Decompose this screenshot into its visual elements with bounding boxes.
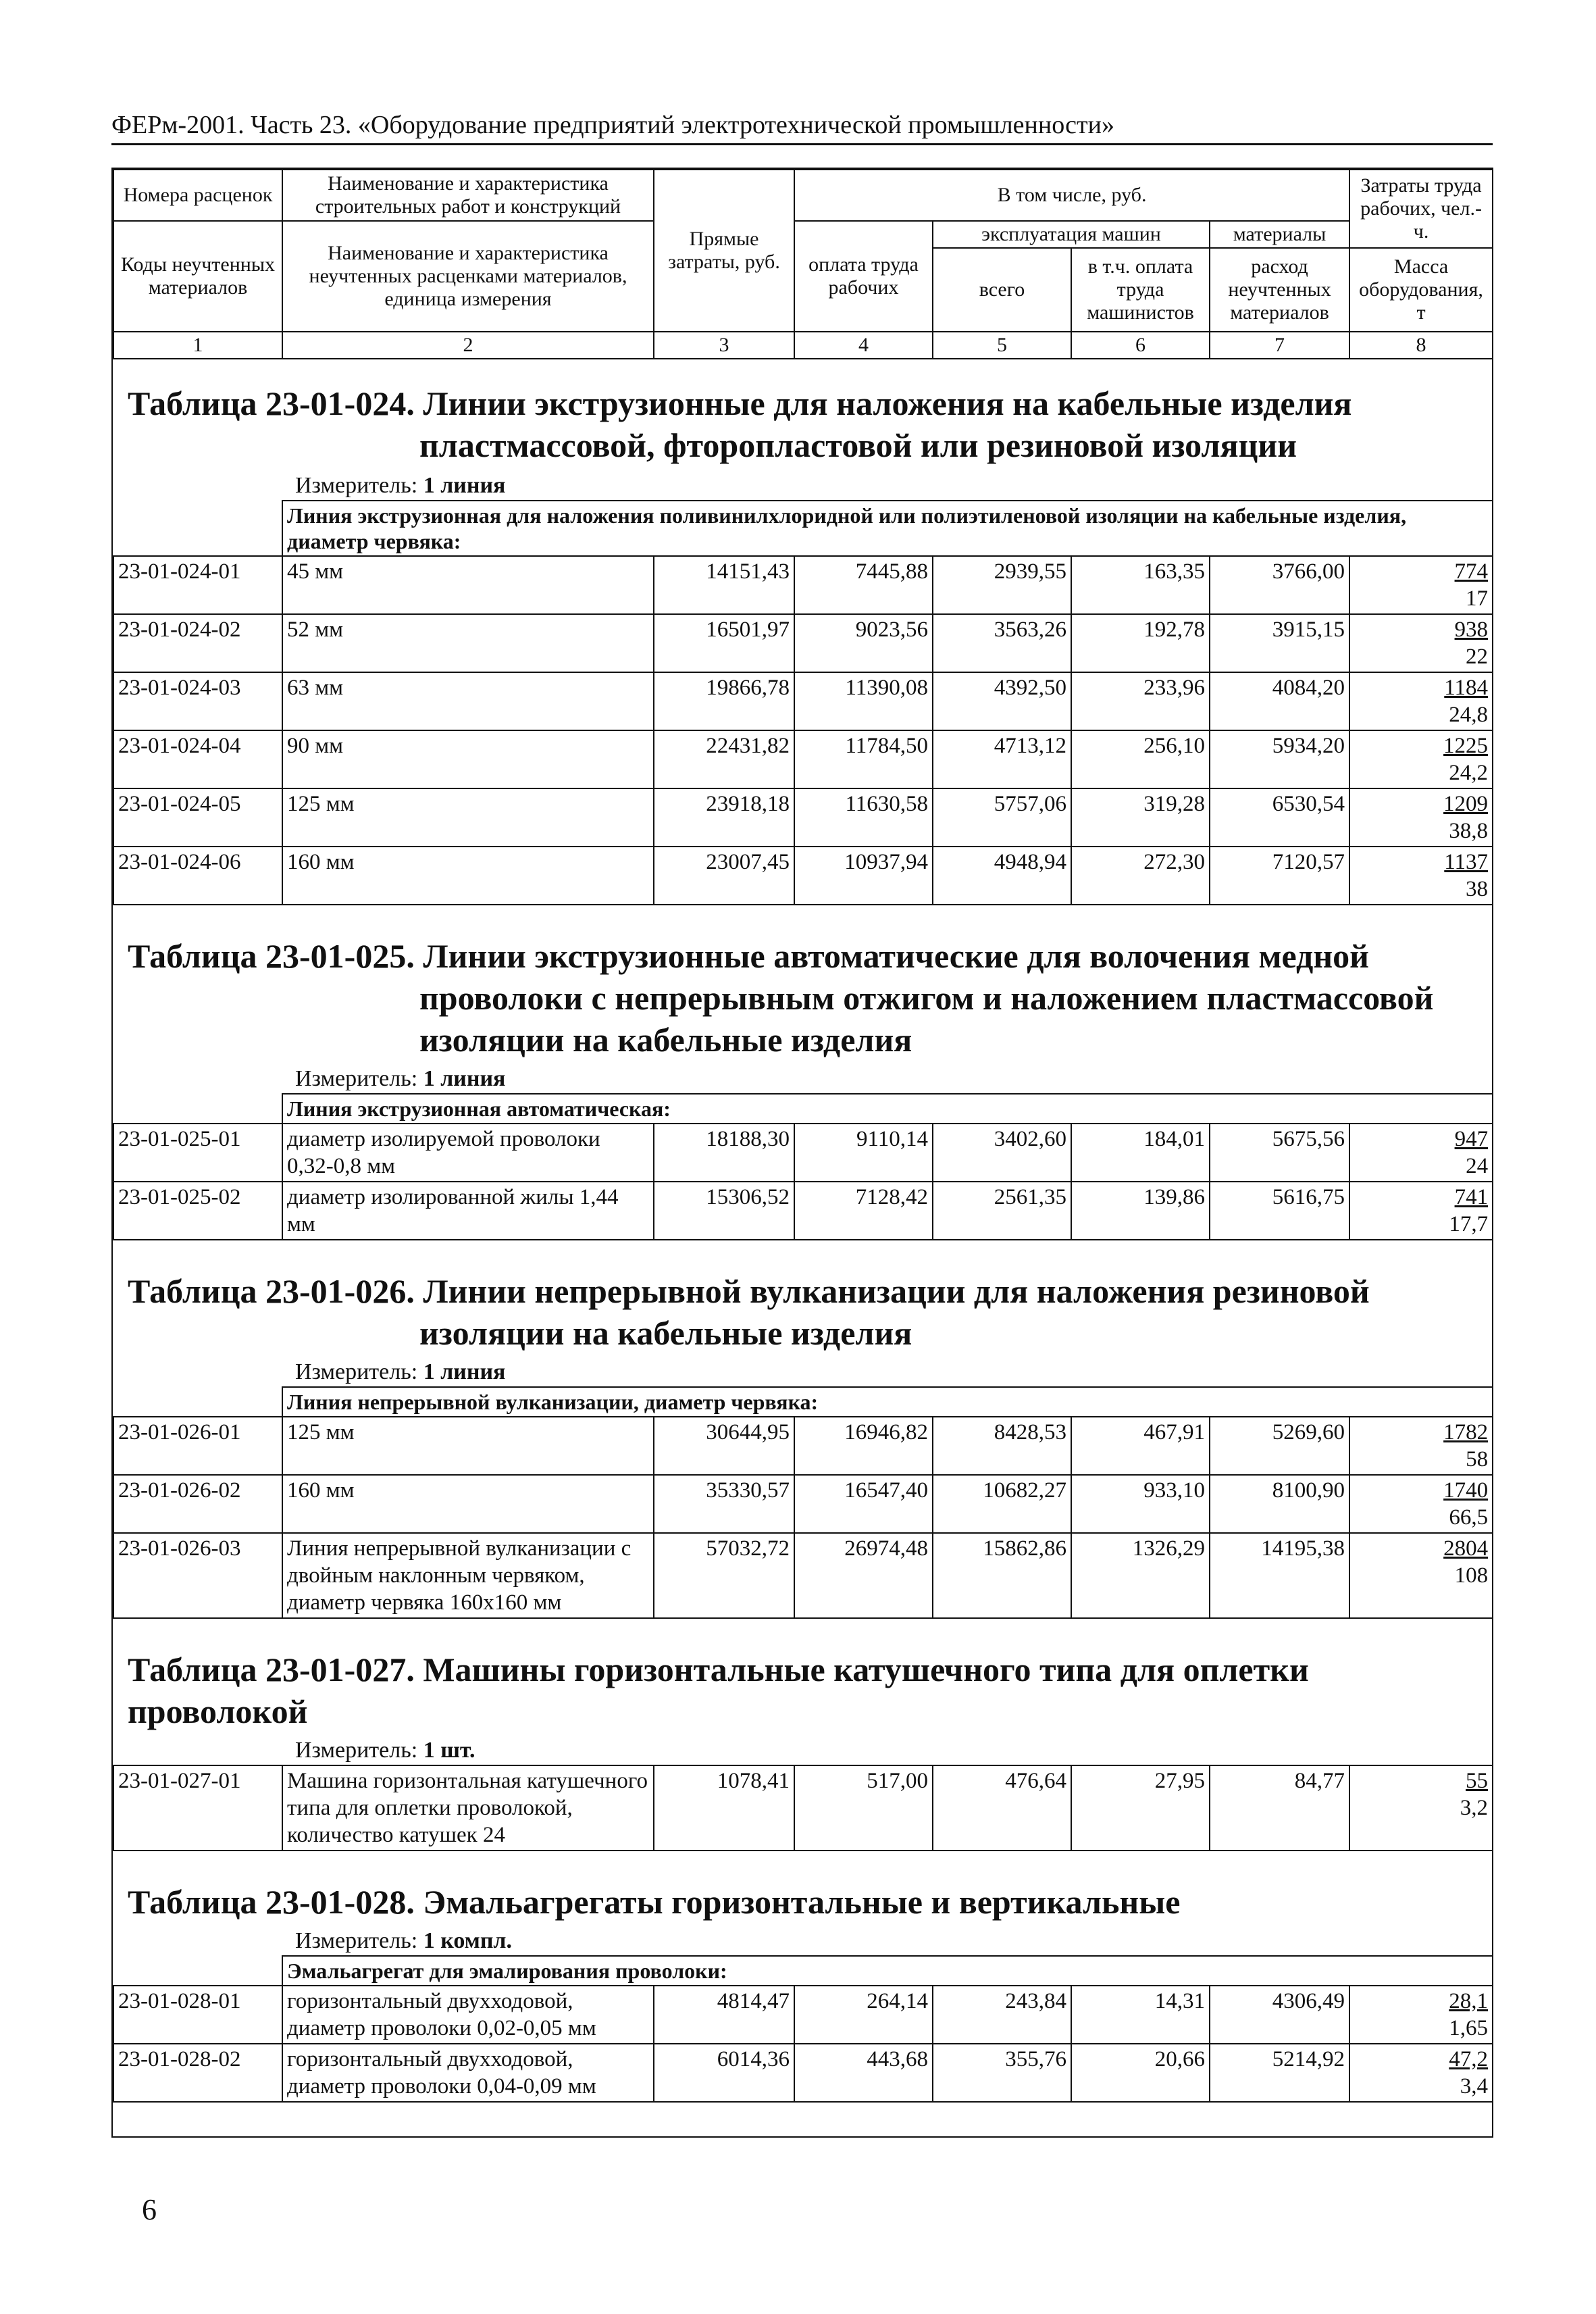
cell-num: 4814,47 [654, 1986, 794, 2044]
cell-num: 23007,45 [654, 847, 794, 905]
cell-num: 264,14 [794, 1986, 933, 2044]
column-header-table [113, 169, 1493, 359]
cell-code: 23-01-024-01 [113, 556, 282, 614]
cell-code: 23-01-026-03 [113, 1533, 282, 1618]
cell-code: 23-01-025-01 [113, 1124, 282, 1182]
cell-last [1349, 614, 1493, 672]
labor-cost-value: 1137 [1444, 850, 1489, 874]
cell-code: 23-01-024-02 [113, 614, 282, 672]
labor-cost-value: 774 [1454, 559, 1489, 584]
table-row [113, 847, 1493, 905]
cell-name: горизонтальный двухходовой, диаметр проволоки 0,04-0,09 мм [282, 2044, 654, 2102]
cell-last [1349, 788, 1493, 847]
measurer-value: 1 линия [423, 1359, 506, 1384]
cell-num: 355,76 [933, 2044, 1071, 2102]
cell-num: 9110,14 [794, 1124, 933, 1182]
table-025 [113, 1093, 1493, 1240]
cell-num: 11630,58 [794, 788, 933, 847]
cell-num: 20,66 [1071, 2044, 1210, 2102]
col5-header: всего [933, 248, 1071, 332]
col2-bottom: Наименование и характеристика неучтенных расценками материалов, единица измерения [282, 221, 654, 332]
col-number: 3 [654, 332, 794, 359]
cell-name: горизонтальный двухходовой, диаметр проволоки 0,02-0,05 мм [282, 1986, 654, 2044]
section-title: Таблица 23-01-026. Линии непрерывной вулканизации для наложения резиновой [128, 1272, 1370, 1310]
cell-num: 15862,86 [933, 1533, 1071, 1618]
labor-cost-value: 1225 [1443, 734, 1489, 758]
cell-num: 5616,75 [1210, 1182, 1349, 1240]
section-026 [113, 1240, 1492, 1386]
cell-num: 18188,30 [654, 1124, 794, 1182]
cell-code: 23-01-024-05 [113, 788, 282, 847]
equipment-mass-value: 58 [1466, 1447, 1489, 1472]
measurer-label: Измеритель: [295, 1928, 418, 1953]
section-025 [113, 905, 1492, 1093]
cell-name: 160 мм [282, 1475, 654, 1533]
equipment-mass-value: 22 [1466, 645, 1489, 669]
cell-code: 23-01-027-01 [113, 1765, 282, 1851]
cell-last [1349, 672, 1493, 730]
col3-header: Прямые затраты, руб. [654, 170, 794, 332]
cell-num: 4392,50 [933, 672, 1071, 730]
cell-num: 467,91 [1071, 1417, 1210, 1475]
cell-num: 272,30 [1071, 847, 1210, 905]
col6-header: в т.ч. оплата труда машинистов [1071, 248, 1210, 332]
col8-top: Затраты труда рабочих, чел.-ч. [1349, 170, 1493, 248]
col4-header: оплата труда рабочих [794, 221, 933, 332]
labor-cost-value: 47,2 [1449, 2047, 1488, 2071]
incl-header: В том числе, руб. [794, 170, 1349, 221]
table-row [113, 1765, 1493, 1851]
cell-num: 6530,54 [1210, 788, 1349, 847]
table-row [113, 1986, 1493, 2044]
cell-num: 16501,97 [654, 614, 794, 672]
cell-num: 8428,53 [933, 1417, 1071, 1475]
cell-num: 10682,27 [933, 1475, 1071, 1533]
measurer-label: Измеритель: [295, 1738, 418, 1763]
cell-last [1349, 1765, 1493, 1851]
cell-num: 319,28 [1071, 788, 1210, 847]
cell-num: 15306,52 [654, 1182, 794, 1240]
cell-num: 5269,60 [1210, 1417, 1349, 1475]
cell-num: 26974,48 [794, 1533, 933, 1618]
labor-cost-value: 1209 [1443, 792, 1489, 816]
cell-last [1349, 730, 1493, 788]
cell-num: 16946,82 [794, 1417, 933, 1475]
cell-num: 6014,36 [654, 2044, 794, 2102]
cell-code: 23-01-024-03 [113, 672, 282, 730]
cell-num: 4084,20 [1210, 672, 1349, 730]
cell-num: 9023,56 [794, 614, 933, 672]
table-row [113, 1533, 1493, 1618]
cell-num: 5757,06 [933, 788, 1071, 847]
section-028 [113, 1851, 1492, 1955]
cell-num: 2939,55 [933, 556, 1071, 614]
measurer [128, 1736, 1492, 1765]
equipment-mass-value: 108 [1454, 1563, 1489, 1588]
cell-num: 19866,78 [654, 672, 794, 730]
cell-last [1349, 2044, 1493, 2102]
col-number: 2 [282, 332, 654, 359]
cell-code: 23-01-025-02 [113, 1182, 282, 1240]
equipment-mass-value: 24 [1466, 1154, 1489, 1178]
table-row [113, 1124, 1493, 1182]
cell-num: 5214,92 [1210, 2044, 1349, 2102]
measurer-label: Измеритель: [295, 473, 418, 498]
group-label: Линия экструзионная автоматическая: [282, 1094, 1493, 1124]
measurer [128, 1358, 1492, 1386]
labor-cost-value: 1184 [1444, 676, 1489, 700]
cell-num: 14195,38 [1210, 1533, 1349, 1618]
cell-num: 35330,57 [654, 1475, 794, 1533]
cell-name: 45 мм [282, 556, 654, 614]
cell-gempty [113, 501, 282, 556]
cell-last [1349, 1533, 1493, 1618]
equipment-mass-value: 66,5 [1449, 1505, 1489, 1530]
equipment-mass-value: 24,8 [1449, 703, 1489, 727]
cell-num: 11390,08 [794, 672, 933, 730]
section-title-cont: изоляции на кабельные изделия [419, 1314, 912, 1352]
col-number: 7 [1210, 332, 1349, 359]
cell-num: 443,68 [794, 2044, 933, 2102]
page-number: 6 [142, 2193, 157, 2226]
cell-code: 23-01-024-06 [113, 847, 282, 905]
cell-name: 160 мм [282, 847, 654, 905]
cell-num: 14151,43 [654, 556, 794, 614]
section-title: Таблица 23-01-024. Линии экструзионные для наложения на кабельные изделия [128, 384, 1352, 422]
cell-gempty [113, 1094, 282, 1124]
col1-top: Номера расценок [113, 170, 282, 221]
equipment-mass-value: 38 [1466, 877, 1489, 901]
cell-num: 233,96 [1071, 672, 1210, 730]
col2-top: Наименование и характеристика строительных работ и конструкций [282, 170, 654, 221]
col1-bottom: Коды неучтенных материалов [113, 221, 282, 332]
equipment-mass-value: 24,2 [1449, 761, 1489, 785]
cell-name: Машина горизонтальная катушечного типа для оплетки проволокой, количество катушек 24 [282, 1765, 654, 1851]
labor-cost-value: 741 [1454, 1185, 1489, 1209]
cell-num: 16547,40 [794, 1475, 933, 1533]
cell-num: 27,95 [1071, 1765, 1210, 1851]
cell-num: 4306,49 [1210, 1986, 1349, 2044]
labor-cost-value: 28,1 [1449, 1989, 1488, 2013]
cell-num: 3402,60 [933, 1124, 1071, 1182]
equipment-mass-value: 17,7 [1449, 1212, 1489, 1236]
section-title: Таблица 23-01-028. Эмальагрегаты горизонтальные и вертикальные [128, 1883, 1181, 1921]
section-title-cont: пластмассовой, фторопластовой или резиновой изоляции [419, 426, 1297, 464]
measurer-label: Измеритель: [295, 1359, 418, 1384]
table-028 [113, 1955, 1493, 2103]
equipment-mass-value: 1,65 [1449, 2016, 1488, 2040]
table-row [113, 730, 1493, 788]
equipment-mass-value: 3,4 [1460, 2074, 1488, 2098]
cell-num: 3563,26 [933, 614, 1071, 672]
col-number: 6 [1071, 332, 1210, 359]
cell-last [1349, 1182, 1493, 1240]
table-row [113, 1182, 1493, 1240]
cell-code: 23-01-026-01 [113, 1417, 282, 1475]
cell-num: 57032,72 [654, 1533, 794, 1618]
cell-num: 243,84 [933, 1986, 1071, 2044]
col-number: 8 [1349, 332, 1493, 359]
cell-code: 23-01-028-01 [113, 1986, 282, 2044]
cell-num: 11784,50 [794, 730, 933, 788]
cell-name: Линия непрерывной вулканизации с двойным наклонным червяком, диаметр червяка 160x160 мм [282, 1533, 654, 1618]
cell-num: 22431,82 [654, 730, 794, 788]
cell-last [1349, 1417, 1493, 1475]
table-row [113, 672, 1493, 730]
cell-last [1349, 847, 1493, 905]
cell-num: 30644,95 [654, 1417, 794, 1475]
cell-num: 7128,42 [794, 1182, 933, 1240]
measurer-value: 1 линия [423, 1066, 506, 1091]
col-number: 4 [794, 332, 933, 359]
cell-last [1349, 1475, 1493, 1533]
measurer-label: Измеритель: [295, 1066, 418, 1091]
labor-cost-value: 55 [1466, 1769, 1488, 1793]
cell-last [1349, 1986, 1493, 2044]
col-number: 1 [113, 332, 282, 359]
equipment-mass-value: 3,2 [1460, 1796, 1488, 1820]
cell-num: 192,78 [1071, 614, 1210, 672]
cell-num: 7120,57 [1210, 847, 1349, 905]
table-row [113, 556, 1493, 614]
section-title-cont: изоляции на кабельные изделия [419, 1021, 912, 1059]
section-title: Таблица 23-01-027. Машины горизонтальные катушечного типа для оплетки проволокой [128, 1651, 1309, 1730]
table-row [113, 788, 1493, 847]
cell-num: 184,01 [1071, 1124, 1210, 1182]
group-label: Линия экструзионная для наложения поливинилхлоридной или полиэтиленовой изоляции на кабельные изделия, диаметр червяка: [282, 501, 1493, 556]
table-row [113, 1417, 1493, 1475]
cell-num: 23918,18 [654, 788, 794, 847]
cell-num: 84,77 [1210, 1765, 1349, 1851]
measurer-value: 1 компл. [423, 1928, 513, 1953]
cell-num: 8100,90 [1210, 1475, 1349, 1533]
exp-header: эксплуатация машин [933, 221, 1210, 248]
cell-name: 52 мм [282, 614, 654, 672]
table-024 [113, 500, 1493, 905]
cell-num: 256,10 [1071, 730, 1210, 788]
cell-name: 63 мм [282, 672, 654, 730]
col7-header: расход неучтенных материалов [1210, 248, 1349, 332]
labor-cost-value: 938 [1454, 618, 1489, 642]
cell-num: 1326,29 [1071, 1533, 1210, 1618]
section-title-cont: проволоки с непрерывным отжигом и наложением пластмассовой [419, 979, 1434, 1017]
equipment-mass-value: 17 [1466, 586, 1489, 611]
cell-num: 1078,41 [654, 1765, 794, 1851]
cell-last [1349, 556, 1493, 614]
table-row [113, 614, 1493, 672]
col-number: 5 [933, 332, 1071, 359]
labor-cost-value: 2804 [1443, 1536, 1489, 1561]
cell-gempty [113, 1387, 282, 1417]
measurer [128, 472, 1492, 500]
cell-num: 139,86 [1071, 1182, 1210, 1240]
labor-cost-value: 1740 [1443, 1478, 1489, 1503]
cell-num: 14,31 [1071, 1986, 1210, 2044]
cell-gempty [113, 1956, 282, 1986]
cell-num: 7445,88 [794, 556, 933, 614]
table-027 [113, 1765, 1493, 1851]
measurer-value: 1 линия [423, 473, 506, 498]
cell-num: 933,10 [1071, 1475, 1210, 1533]
cell-code: 23-01-024-04 [113, 730, 282, 788]
labor-cost-value: 947 [1454, 1127, 1489, 1151]
section-024 [113, 359, 1492, 500]
cell-num: 3766,00 [1210, 556, 1349, 614]
measurer-value: 1 шт. [423, 1738, 475, 1763]
cell-name: 125 мм [282, 1417, 654, 1475]
cell-name: диаметр изолируемой проволоки 0,32-0,8 мм [282, 1124, 654, 1182]
table-row [113, 2044, 1493, 2102]
cell-name: 125 мм [282, 788, 654, 847]
group-label: Эмальагрегат для эмалирования проволоки: [282, 1956, 1493, 1986]
cell-code: 23-01-026-02 [113, 1475, 282, 1533]
cell-num: 5675,56 [1210, 1124, 1349, 1182]
cell-name: диаметр изолированной жилы 1,44 мм [282, 1182, 654, 1240]
document-sheet [111, 168, 1493, 2138]
cell-num: 163,35 [1071, 556, 1210, 614]
col8-bottom: Масса оборудования, т [1349, 248, 1493, 332]
cell-num: 4713,12 [933, 730, 1071, 788]
measurer [128, 1065, 1492, 1093]
cell-code: 23-01-028-02 [113, 2044, 282, 2102]
mat-header: материалы [1210, 221, 1349, 248]
cell-num: 3915,15 [1210, 614, 1349, 672]
group-label: Линия непрерывной вулканизации, диаметр червяка: [282, 1387, 1493, 1417]
page-header: ФЕРм-2001. Часть 23. «Оборудование предприятий электротехнической промышленности» [111, 109, 1493, 145]
cell-name: 90 мм [282, 730, 654, 788]
table-row [113, 1475, 1493, 1533]
cell-num: 10937,94 [794, 847, 933, 905]
table-026 [113, 1386, 1493, 1619]
cell-num: 476,64 [933, 1765, 1071, 1851]
section-027 [113, 1619, 1492, 1765]
cell-num: 4948,94 [933, 847, 1071, 905]
labor-cost-value: 1782 [1443, 1420, 1489, 1444]
section-title: Таблица 23-01-025. Линии экструзионные автоматические для волочения медной [128, 937, 1369, 975]
equipment-mass-value: 38,8 [1449, 819, 1489, 843]
cell-num: 2561,35 [933, 1182, 1071, 1240]
measurer [128, 1927, 1492, 1955]
cell-num: 5934,20 [1210, 730, 1349, 788]
cell-last [1349, 1124, 1493, 1182]
cell-num: 517,00 [794, 1765, 933, 1851]
